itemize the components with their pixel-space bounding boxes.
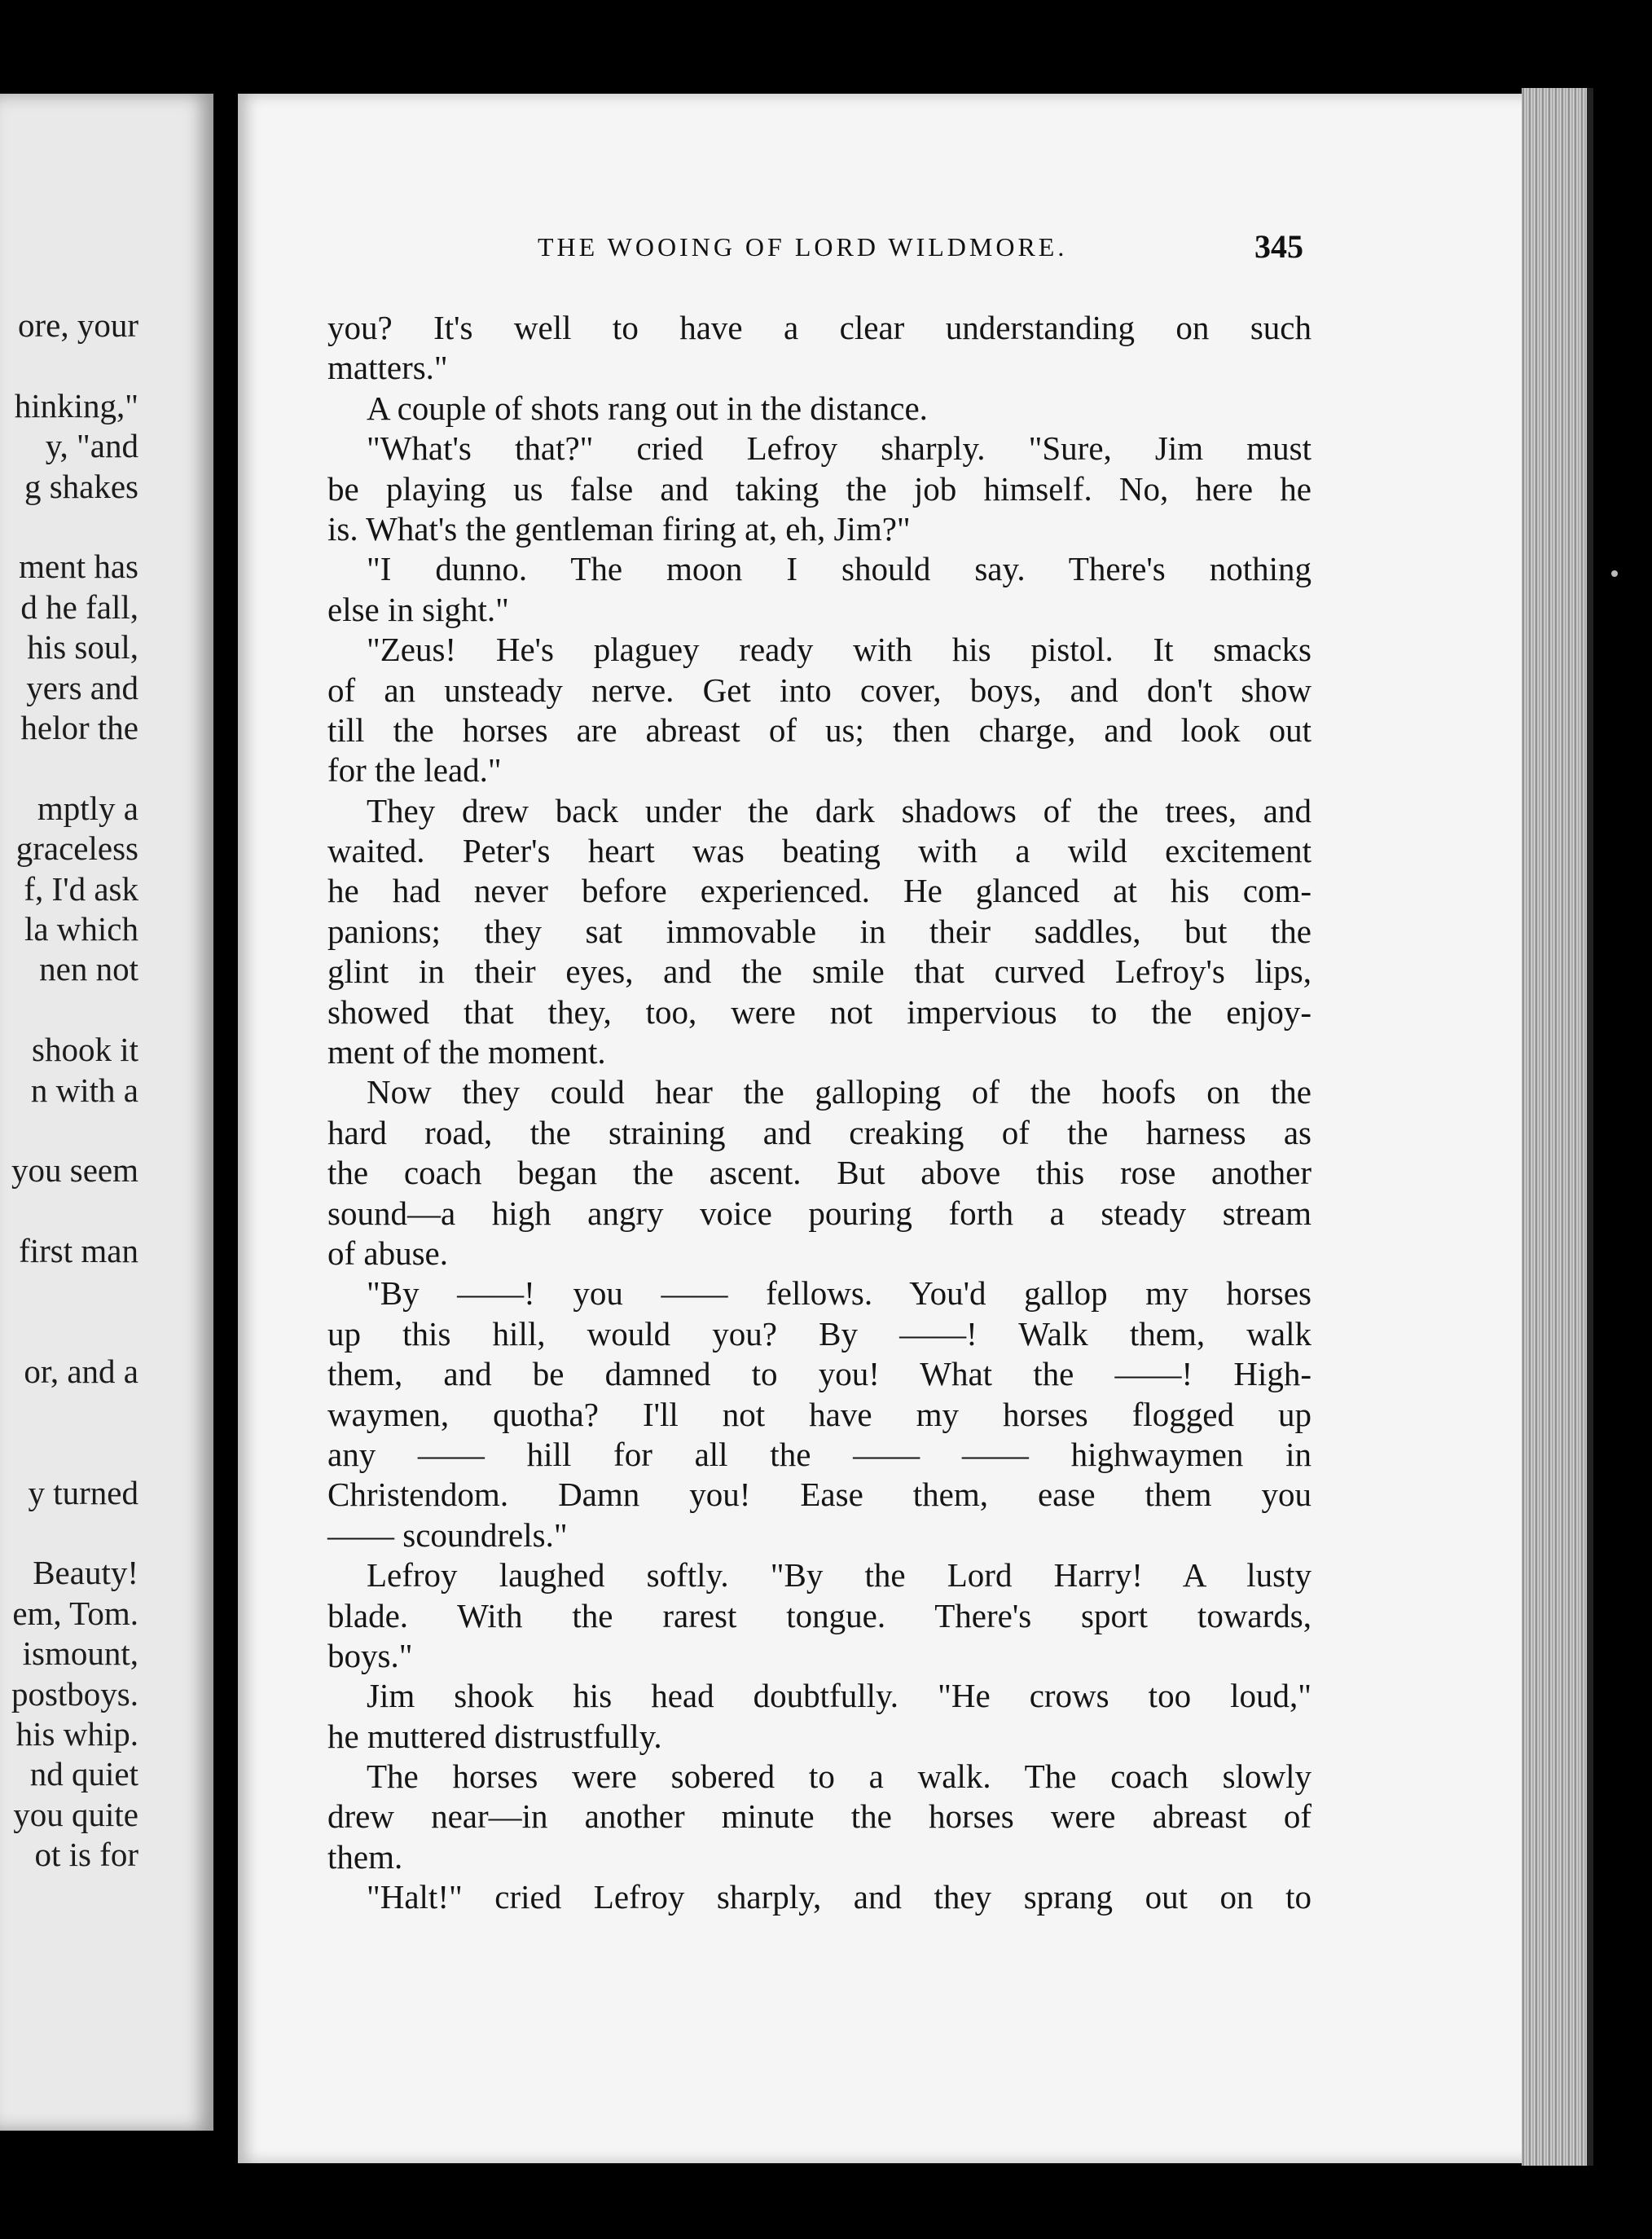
text-line: Now they could hear the galloping of the hoofs on the: [367, 1073, 1311, 1111]
previous-page-line: mptly a: [37, 789, 138, 827]
text-line: glint in their eyes, and the smile that curved Lefroy's lips,: [327, 952, 1311, 991]
text-line: else in sight.": [327, 590, 509, 628]
text-line: the coach began the ascent. But above this rose another: [327, 1154, 1311, 1192]
previous-page-line: first man: [19, 1232, 138, 1270]
dust-speck: [1611, 570, 1618, 577]
text-line: any —— hill for all the —— —— highwaymen in: [327, 1435, 1311, 1473]
previous-page-line: hinking,": [14, 386, 138, 424]
previous-page-line: em, Tom.: [12, 1594, 138, 1632]
previous-page-line: ment has: [19, 548, 138, 586]
text-line: waymen, quotha? I'll not have my horses flogged up: [327, 1395, 1311, 1433]
text-line: —— scoundrels.": [327, 1515, 568, 1554]
text-line: he muttered distrustfully.: [327, 1717, 662, 1755]
previous-page-line: y turned: [28, 1473, 138, 1511]
previous-page-line: shook it: [32, 1031, 138, 1069]
previous-page-line: yers and: [26, 668, 138, 706]
text-line: you? It's well to have a clear understanding on such: [327, 309, 1311, 346]
previous-page-line: d he fall,: [20, 587, 138, 626]
previous-page-line: postboys.: [11, 1674, 138, 1713]
text-line: "What's that?" cried Lefroy sharply. "Sure, Jim must: [367, 429, 1311, 468]
text-line: is. What's the gentleman firing at, eh, Jim?": [327, 509, 911, 548]
text-line: be playing us false and taking the job himself. No, here he: [327, 469, 1311, 508]
text-line: matters.": [327, 349, 448, 387]
text-line: ment of the moment.: [327, 1033, 606, 1071]
previous-page-line: n with a: [30, 1071, 138, 1109]
previous-page-line: his whip.: [15, 1715, 138, 1753]
previous-page-line: nen not: [39, 950, 138, 988]
text-line: till the horses are abreast of us; then charge, and look out: [327, 710, 1311, 749]
text-line: for the lead.": [327, 751, 502, 790]
previous-page-line: you seem: [11, 1151, 138, 1190]
page-edges: [1522, 88, 1593, 2166]
text-line: "Halt!" cried Lefroy sharply, and they sprang out on to: [367, 1878, 1311, 1916]
text-line: "By ——! you —— fellows. You'd gallop my horses: [367, 1274, 1311, 1313]
text-line: them.: [327, 1837, 403, 1876]
previous-page-line: la which: [24, 910, 138, 948]
text-line: panions; they sat immovable in their saddles, but the: [327, 912, 1311, 950]
text-line: They drew back under the dark shadows of the trees, and: [367, 791, 1311, 829]
text-line: blade. With the rarest tongue. There's sport towards,: [327, 1596, 1311, 1634]
previous-page-line: y, "and: [45, 427, 138, 465]
text-line: of an unsteady nerve. Get into cover, boys, and don't show: [327, 671, 1311, 709]
previous-page: [0, 94, 213, 2131]
previous-page-line: or, and a: [24, 1353, 138, 1391]
text-line: them, and be damned to you! What the ——! High-: [327, 1355, 1311, 1393]
page-number: 345: [1254, 228, 1303, 265]
previous-page-line: g shakes: [24, 467, 138, 505]
text-line: drew near—in another minute the horses were abreast of: [327, 1797, 1311, 1836]
previous-page-line: you quite: [13, 1795, 138, 1833]
text-line: of abuse.: [327, 1234, 449, 1272]
text-line: Lefroy laughed softly. "By the Lord Harry! A lusty: [367, 1556, 1311, 1595]
text-line: sound—a high angry voice pouring forth a steady stream: [327, 1194, 1311, 1232]
text-line: hard road, the straining and creaking of the harness as: [327, 1113, 1311, 1151]
page-header: [0, 228, 1311, 281]
text-line: Jim shook his head doubtfully. "He crows too loud,": [367, 1677, 1311, 1715]
previous-page-line: ot is for: [34, 1836, 138, 1874]
text-line: Christendom. Damn you! Ease them, ease them you: [327, 1476, 1311, 1514]
previous-page-line: ismount,: [22, 1634, 138, 1673]
previous-page-line: nd quiet: [29, 1755, 138, 1793]
text-line: "I dunno. The moon I should say. There's nothing: [367, 550, 1311, 588]
previous-page-line: ore, your: [17, 306, 138, 344]
body-text: [327, 308, 1311, 1918]
text-line: showed that they, too, were not impervious to the enjoy-: [327, 992, 1311, 1031]
text-line: waited. Peter's heart was beating with a wild excitement: [327, 832, 1311, 870]
previous-page-line: his soul,: [27, 628, 138, 666]
previous-page-line: Beauty!: [33, 1554, 138, 1592]
previous-page-line: helor the: [20, 709, 138, 746]
running-title: THE WOOING OF LORD WILDMORE.: [538, 232, 1068, 262]
text-line: "Zeus! He's plaguey ready with his pistol. It smacks: [367, 631, 1311, 669]
text-line: boys.": [327, 1636, 413, 1674]
book-gutter: [213, 0, 238, 2239]
previous-page-line: graceless: [15, 829, 138, 868]
text-line: A couple of shots rang out in the distance.: [367, 389, 928, 427]
text-line: up this hill, would you? By ——! Walk them, walk: [327, 1314, 1311, 1353]
text-line: he had never before experienced. He glanced at his com-: [327, 872, 1311, 910]
text-line: The horses were sobered to a walk. The coach slowly: [367, 1757, 1311, 1796]
previous-page-line: f, I'd ask: [24, 869, 138, 908]
